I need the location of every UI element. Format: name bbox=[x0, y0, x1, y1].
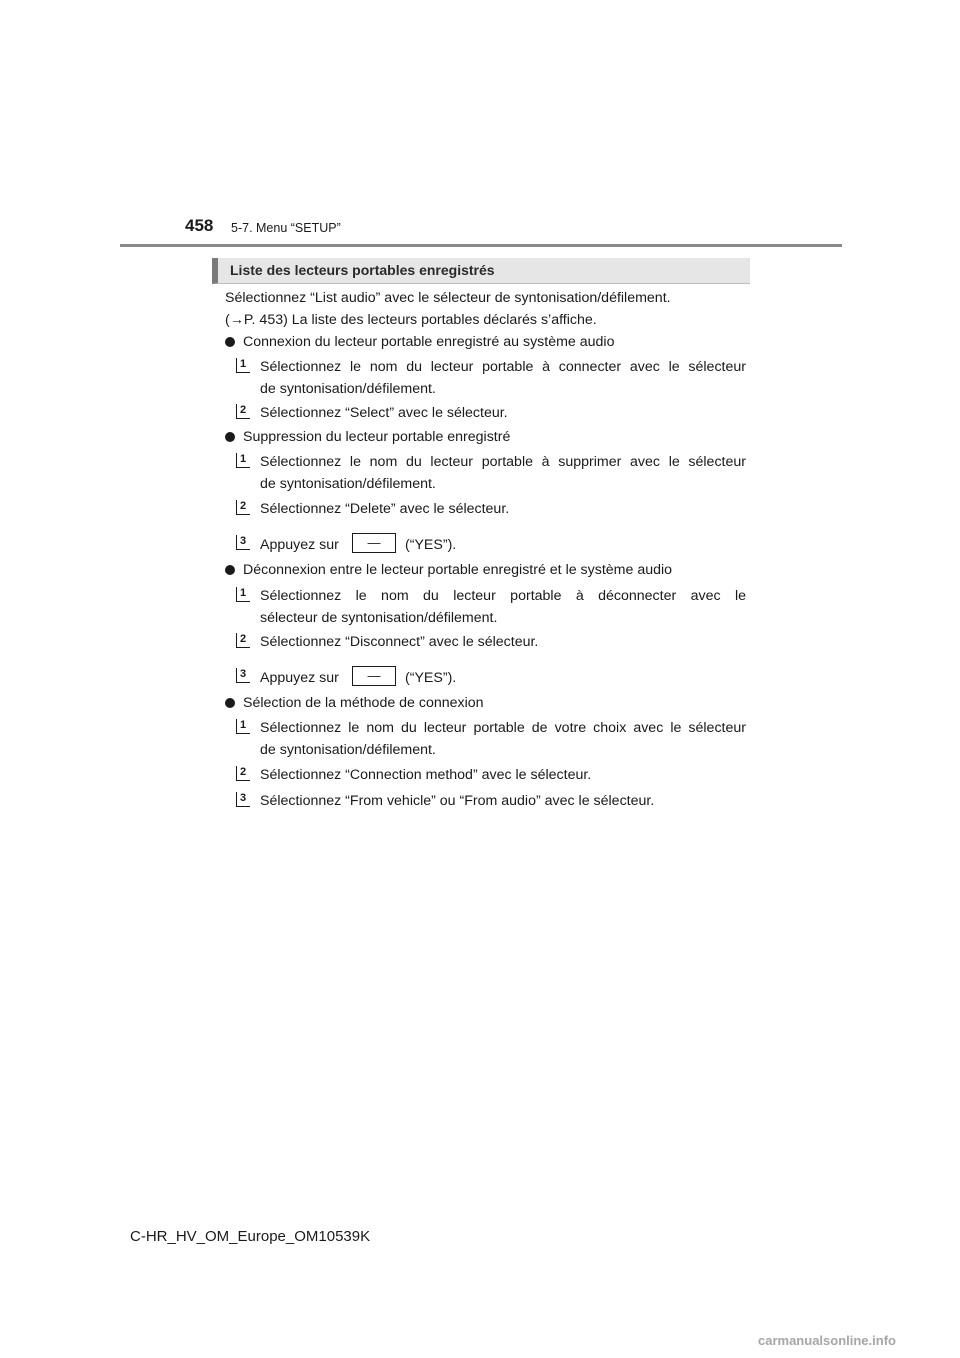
step-number-badge: 1 bbox=[236, 358, 250, 373]
step-text-continued: de syntonisation/défilement. bbox=[260, 742, 436, 758]
step-number-badge: 2 bbox=[236, 500, 250, 515]
step-text: Sélectionnez le nom du lecteur portable à supprimer avec le sélecteur bbox=[260, 454, 746, 470]
yes-key-box: — bbox=[352, 533, 396, 553]
section-heading: Liste des lecteurs portables enregistrés bbox=[230, 262, 495, 278]
watermark: carmanualsonline.info bbox=[758, 1333, 896, 1348]
yes-key-box: — bbox=[352, 666, 396, 686]
step-number-badge: 2 bbox=[236, 633, 250, 648]
step-number-badge: 1 bbox=[236, 587, 250, 602]
step-text: Sélectionnez “Disconnect” avec le sélecteur. bbox=[260, 634, 539, 650]
section-title: 5-7. Menu “SETUP” bbox=[231, 221, 341, 235]
step-number-badge: 1 bbox=[236, 719, 250, 734]
header-rule bbox=[120, 244, 842, 247]
topic-title: Connexion du lecteur portable enregistré au système audio bbox=[243, 334, 615, 350]
step-text: Sélectionnez le nom du lecteur portable à connecter avec le sélecteur bbox=[260, 359, 746, 375]
step-number-badge: 2 bbox=[236, 404, 250, 419]
step-text: Appuyez sur bbox=[260, 537, 339, 553]
step-number-badge: 3 bbox=[236, 668, 250, 683]
step-text-suffix: (“YES”). bbox=[405, 670, 457, 686]
bullet-icon bbox=[225, 432, 235, 442]
step-number-badge: 1 bbox=[236, 453, 250, 468]
step-text-continued: de syntonisation/défilement. bbox=[260, 381, 436, 397]
step-text: Sélectionnez “Delete” avec le sélecteur. bbox=[260, 501, 510, 517]
step-number-badge: 2 bbox=[236, 766, 250, 781]
step-text: Appuyez sur bbox=[260, 670, 339, 686]
bullet-icon bbox=[225, 698, 235, 708]
topic-title: Déconnexion entre le lecteur portable enregistré et le système audio bbox=[243, 562, 673, 578]
step-text: Sélectionnez “Connection method” avec le sélecteur. bbox=[260, 767, 592, 783]
intro-line-1: Sélectionnez “List audio” avec le sélecteur de syntonisation/défilement. bbox=[225, 290, 671, 306]
bullet-icon bbox=[225, 565, 235, 575]
step-text-suffix: (“YES”). bbox=[405, 537, 457, 553]
step-text-continued: de syntonisation/défilement. bbox=[260, 476, 436, 492]
step-text: Sélectionnez le nom du lecteur portable à déconnecter avec le bbox=[260, 588, 746, 604]
step-text-continued: sélecteur de syntonisation/défilement. bbox=[260, 610, 498, 626]
bullet-icon bbox=[225, 337, 235, 347]
step-number-badge: 3 bbox=[236, 535, 250, 550]
page-number: 458 bbox=[185, 216, 214, 235]
step-text: Sélectionnez “From vehicle” ou “From audio” avec le sélecteur. bbox=[260, 793, 655, 809]
step-text: Sélectionnez le nom du lecteur portable de votre choix avec le sélecteur bbox=[260, 720, 746, 736]
topic-title: Suppression du lecteur portable enregistré bbox=[243, 429, 511, 445]
step-number-badge: 3 bbox=[236, 792, 250, 807]
intro-line-2: (→P. 453) La liste des lecteurs portables déclarés s’affiche. bbox=[225, 312, 597, 328]
topic-title: Sélection de la méthode de connexion bbox=[243, 695, 484, 711]
step-text: Sélectionnez “Select” avec le sélecteur. bbox=[260, 405, 508, 421]
document-footer: C-HR_HV_OM_Europe_OM10539K bbox=[130, 1228, 371, 1245]
section-heading-bar bbox=[212, 258, 750, 284]
